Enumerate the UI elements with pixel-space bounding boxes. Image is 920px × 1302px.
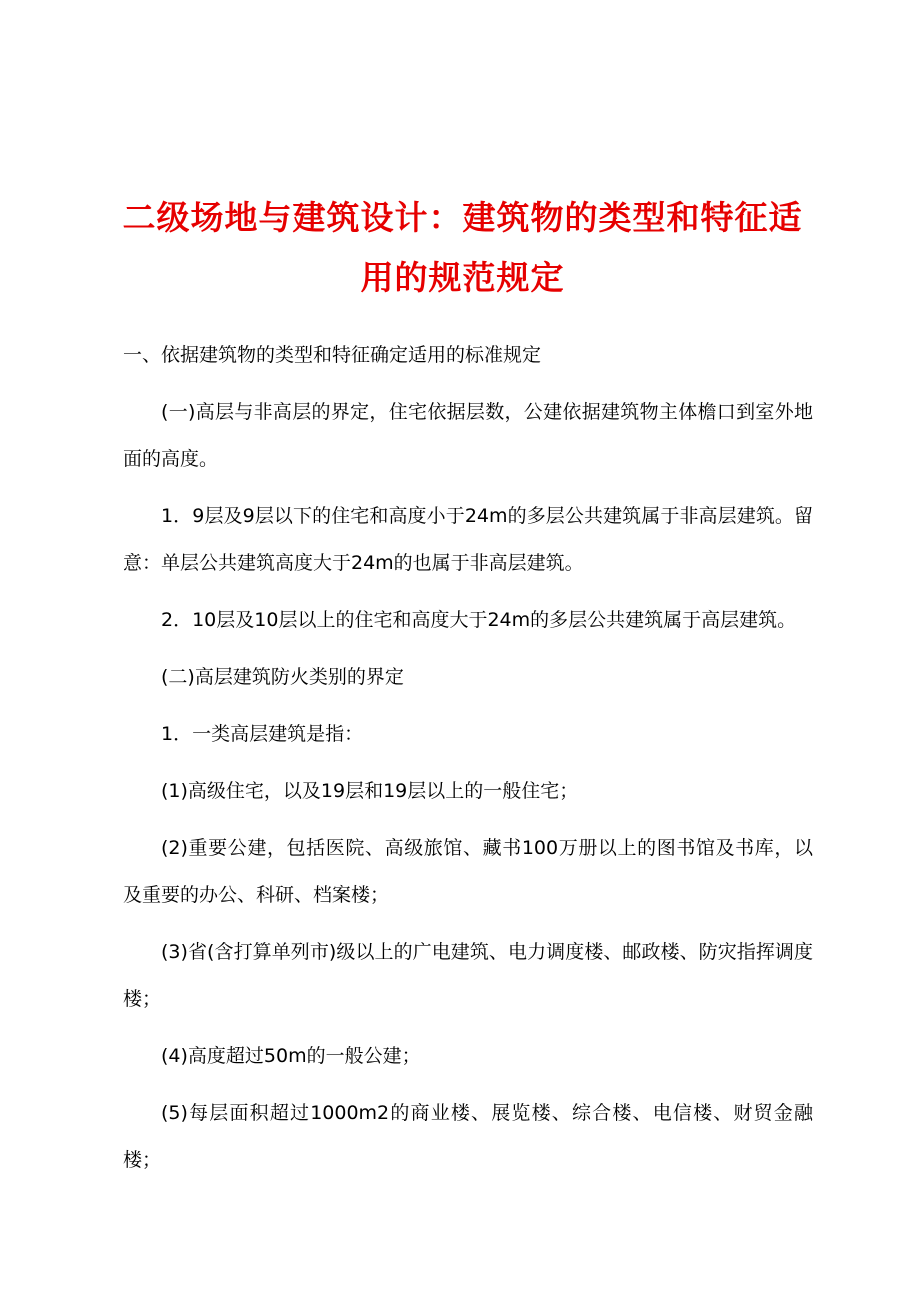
- paragraph-item-3: 1．一类高层建筑是指：: [161, 723, 364, 745]
- list-item: (1)高级住宅，以及19层和19层以上的一般住宅；: [161, 780, 579, 802]
- list-item: (4)高度超过50m的一般公建；: [161, 1045, 421, 1067]
- paragraph-item-2: 2．10层及10层以上的住宅和高度大于24m的多层公共建筑属于高层建筑。: [161, 609, 797, 631]
- document-body: [123, 332, 813, 1194]
- list-item: (5)每层面积超过1000m2的商业楼、展览楼、综合楼、电信楼、财贸金融楼；: [123, 1102, 813, 1171]
- document-title: 二级场地与建筑设计：建筑物的类型和特征适用的规范规定: [122, 198, 803, 297]
- list-item: (2)重要公建，包括医院、高级旅馆、藏书100万册以上的图书馆及书库，以及重要的办公、科研、档案楼；: [123, 837, 813, 906]
- list-item: (3)省(含打算单列市)级以上的广电建筑、电力调度楼、邮政楼、防灾指挥调度楼；: [123, 941, 813, 1010]
- subsection-heading-2: (二)高层建筑防火类别的界定: [161, 666, 404, 688]
- paragraph-item-1: 1．9层及9层以下的住宅和高度小于24m的多层公共建筑属于非高层建筑。留意：单层公共建筑高度大于24m的也属于非高层建筑。: [123, 505, 813, 574]
- section-heading-1: 一、依据建筑物的类型和特征确定适用的标准规定: [123, 344, 542, 366]
- subsection-heading-1: (一)高层与非高层的界定，住宅依据层数，公建依据建筑物主体檐口到室外地面的高度。: [123, 401, 813, 470]
